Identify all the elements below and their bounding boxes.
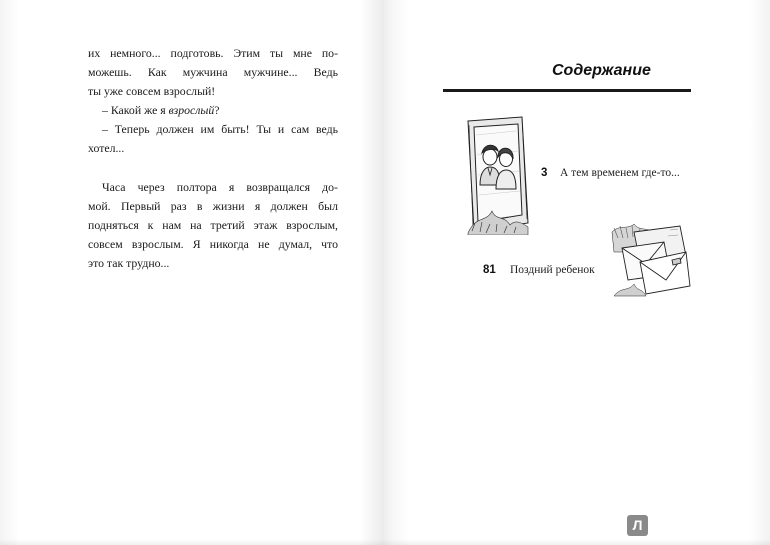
toc-entry-title: Поздний ребенок: [510, 264, 595, 276]
dialog-line-2: [88, 120, 338, 158]
page-shadow: [0, 539, 770, 545]
title-rule: [443, 89, 691, 92]
text-line: подняться к нам на третий этаж взрослым,: [88, 217, 338, 232]
toc-entry-page-number: 3: [541, 167, 548, 179]
text-line: мой. Первый раз в жизни я должен был: [88, 198, 338, 213]
dialog-suffix: ?: [214, 103, 220, 118]
text-line: можешь. Как мужчина мужчине... Ведь: [88, 65, 338, 80]
portrait-illustration: [466, 115, 530, 235]
left-page-text: [88, 44, 338, 273]
dialog-emphasis: взрослый: [168, 103, 215, 118]
toc-entry-page-number: 81: [483, 264, 496, 276]
envelopes-illustration: [610, 222, 692, 300]
paragraph-2: [88, 178, 338, 273]
text-line: это так трудно...: [88, 255, 170, 270]
text-line: совсем взрослым. Я никогда не думал, что: [88, 236, 338, 251]
toc-entry-title: А тем временем где-то...: [560, 167, 680, 179]
contents-title: Содержание: [552, 62, 651, 79]
publisher-logo-icon: Л: [627, 515, 648, 536]
text-line: их немного... подготовь. Этим ты мне по-: [88, 46, 338, 60]
text-line: ты уже совсем взрослый!: [88, 84, 216, 99]
text-line: хотел...: [88, 141, 125, 156]
text-line: Часа через полтора я возвращался до-: [102, 179, 338, 194]
paragraph-1: [88, 44, 338, 101]
dialog-prefix: – Какой же я: [102, 103, 169, 118]
text-line: – Теперь должен им быть! Ты и сам ведь: [102, 122, 338, 137]
dialog-line-1: [88, 101, 338, 120]
